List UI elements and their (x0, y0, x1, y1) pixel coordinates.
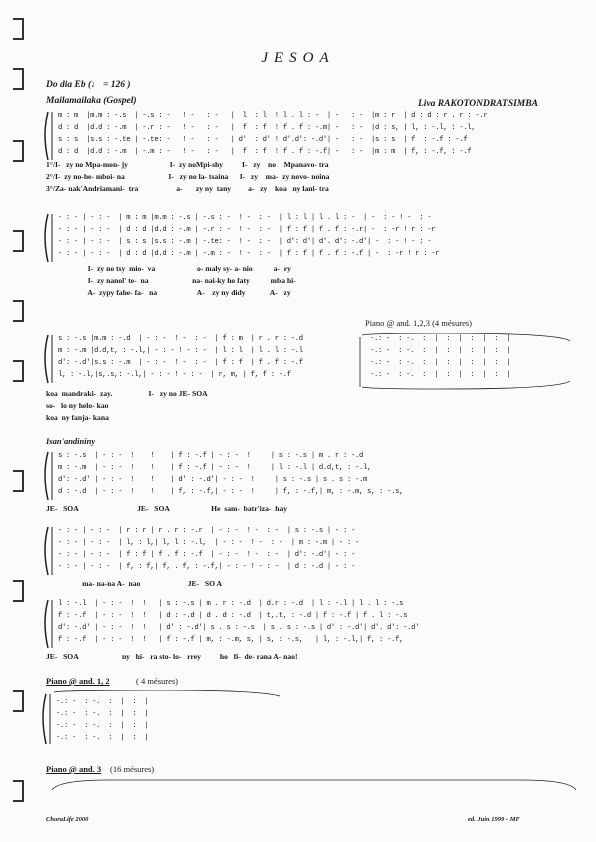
score-system-4 (40, 450, 580, 520)
binding-mark (13, 470, 24, 492)
piano-part: -.: - : -. : | : | (56, 710, 149, 718)
binding-mark (13, 140, 24, 162)
footer-left: ChoraLife 2000 (46, 816, 89, 823)
binding-mark (13, 780, 24, 802)
voice-tenor: d': -.d'|s.s : -.m | - : - ! - : - | f : f | f . f : -.f (58, 359, 303, 367)
composer: Liva RAKOTONDRATSIMBA (418, 99, 538, 109)
lyric-line: I- zy nanol' te- na na- nai-ky ho faty mba hi- (46, 276, 296, 285)
score-system-3 (40, 333, 580, 433)
lyric-line: ma- na-na A- nao JE- SO A (46, 579, 222, 588)
lyric-line: I- zy no tsy mio- va o- maly sy- a- nio a- ry (46, 264, 291, 273)
voice-bass: - : - | - : - | d : d |d.d : -.m | -.m : - ! - : - | f : f | f . f : -.f | - : -r ! r : -r (58, 250, 440, 258)
voice-alto: m : -.m |d.d,t, : -.l,| - : - ! - : - | l : l | l . l : -.l (58, 347, 303, 355)
lyric-line: A- zypy fahe- fa- na A- zy ny didy A- zy (46, 288, 291, 297)
score-system-5 (40, 525, 580, 595)
voice-alto: - : - | - : - | l, : l,| l, l : -.l, | - : - ! - : - | m : -.m | - : - (58, 539, 359, 547)
binding-edge (0, 0, 30, 842)
lyric-line: koa mandraki- zay. I- zy no JE- SOA (46, 389, 208, 398)
voice-alto: m : -.m | - : - ! ! | f : -.f | - : - ! | l : -.l | d.d,t, : -.l, (58, 464, 372, 472)
style-label: Mailamailaka (Gospel) (46, 96, 137, 106)
lyric-line: 3°/Za- nak'Andriamani- tra a- zy ny tany a- zy koa ny lani- tra (46, 184, 329, 193)
voice-soprano: l : -.l | - : - ! ! | s : -.s | m . r : -.d | d.r : -.d | l : -.l | l . l : -.s (58, 600, 404, 608)
voice-tenor: - : - | - : - | f : f | f . f : -.f | - : - ! - : - | d': -.d'| - : - (58, 551, 355, 559)
piano-part: -.: - : -. : | : | (56, 734, 149, 742)
lyric-line: JE- SOA ny hi- ra sto- lo- rrey ho fi- de- rana A- nao! (46, 652, 298, 661)
binding-mark (13, 360, 24, 382)
binding-mark (13, 580, 24, 602)
voice-tenor: d': -.d' | - : - ! ! | d' : -.d'| - : - ! | s : -.s | s . s : -.m (58, 476, 368, 484)
piano-part: -.: - : -. : | : | : | : | (370, 359, 511, 367)
voice-tenor: s : s |s.s : -.te | -.te: - ! - : - | d' : d' ! d'.d': -.d'| - : - |s : s | f : -.f : -.f (58, 136, 468, 144)
piano-section-label: Piano @ and. 1, 2 (46, 676, 110, 686)
voice-soprano: m : m |m.m : -.s | -.s : - ! - : - | l : l ! l . l : - | - : - |m : r | d : d : r . r : -.r (58, 112, 488, 120)
footer-right: ed. Juin 1999 - MF (468, 816, 520, 823)
piano-brace-line (50, 778, 580, 792)
lyric-line: so- lo ny helo- kao (46, 401, 109, 410)
voice-soprano: - : - | - : - | m : m |m.m : -.s | -.s : - ! - : - | l : l | l . l : - | - : - ! - : - (58, 214, 432, 222)
voice-bass: - : - | - : - | f, : f,| f, . f, : -.f,| - : - ! - : - | d : -.d | - : - (58, 563, 355, 571)
piano-part: -.: - : -. : | : | : | : | (370, 335, 511, 343)
voice-soprano: - : - | - : - | r : r | r . r : -.r | - : - ! - : - | s : -.s | - : - (58, 527, 355, 535)
lyric-line: JE- SOA JE- SOA He sam- batr'iza- hay (46, 504, 288, 513)
voice-bass: f : -.f | - : - ! ! | f : -.f | m, : -.m, s, | s, : -.s, | l, : -.l,| f, : -.f, (58, 636, 404, 644)
binding-mark (13, 18, 24, 40)
binding-mark (13, 300, 24, 322)
piano-part: -.: - : -. : | : | (56, 698, 149, 706)
piano-part: -.: - : -. : | : | : | : | (370, 347, 511, 355)
voice-soprano: s : -.s |m.m : -.d | - : - ! - : - | f : m | r . r : -.d (58, 335, 303, 343)
voice-bass: d : -.d | - : - ! ! | f, : -.f,| - : - ! | f, : -.f,| m, : -.m, s, : -.s, (58, 488, 404, 496)
voice-tenor: d': -.d' | - : - ! ! | d' : -.d'| s . s : -.s | s . s : -.s | d' : -.d'| d'. d': -.d' (58, 624, 420, 632)
binding-mark (13, 230, 24, 252)
score-system-1 (40, 110, 580, 200)
section-label: Isan'andininy (46, 436, 96, 446)
voice-alto: d : d |d.d : -.m | -.r : - ! - : - | f : f ! f . f : -.m| - : - |d : s, | l, : -.l, : -.l, (58, 124, 476, 132)
binding-mark (13, 690, 24, 712)
voice-bass: l, : -.l,|s,.s,: -.l,| - : - ! - : - | r, m, | f, f : -.f (58, 371, 291, 379)
piano-system (40, 690, 300, 750)
score-system-6 (40, 598, 580, 668)
key-tempo: Do dia Eb (♩ = 126 ) (46, 80, 131, 90)
piano-interlude-note: Piano @ and. 1,2,3 (4 mésures) (365, 318, 472, 328)
binding-mark (13, 68, 24, 90)
voice-alto: - : - | - : - | d : d |d.d : -.m | -.r : - ! - : - | f : f | f . f : -.r| - : -r ! r : -r (58, 226, 436, 234)
piano-part: -.: - : -. : | : | (56, 722, 149, 730)
piano-part: -.: - : -. : | : | : | : | (370, 371, 511, 379)
lyric-line: 1°/I- zy no Mpa-mon- jy I- zy noMpi-shy I- zy no Mpanavo- tra (46, 160, 329, 169)
song-title: JESOA (261, 50, 335, 66)
piano-section-measures: (16 mésures) (110, 764, 155, 774)
score-system-2 (40, 212, 580, 307)
voice-bass: d : d |d.d : -.m | -.m : - ! - : - | f : f ! f . f : -.f| - : - |m : m | f, : -.f, : -.f (58, 148, 472, 156)
voice-alto: f : -.f | - : - ! ! | d : -.d | d . d : -.d | t,.t, : -.d | f : -.f | f . l : -.s (58, 612, 408, 620)
piano-section-label: Piano @ and. 3 (46, 764, 102, 774)
voice-soprano: s : -.s | - : - ! ! | f : -.f | - : - ! | s : -.s | m . r : -.d (58, 452, 364, 460)
lyric-line: koa ny fanja- kana (46, 413, 109, 422)
voice-tenor: - : - | - : - | s : s |s.s : -.m | -.te: - ! - : - | d': d'| d'. d': -.d'| - : - ! - : - (58, 238, 432, 246)
piano-section-measures: ( 4 mésures) (136, 676, 179, 686)
lyric-line: 2°/I- zy no-he- mboi- na I- zy no la- tsaina I- zy ma- zy novo- noina (46, 172, 330, 181)
